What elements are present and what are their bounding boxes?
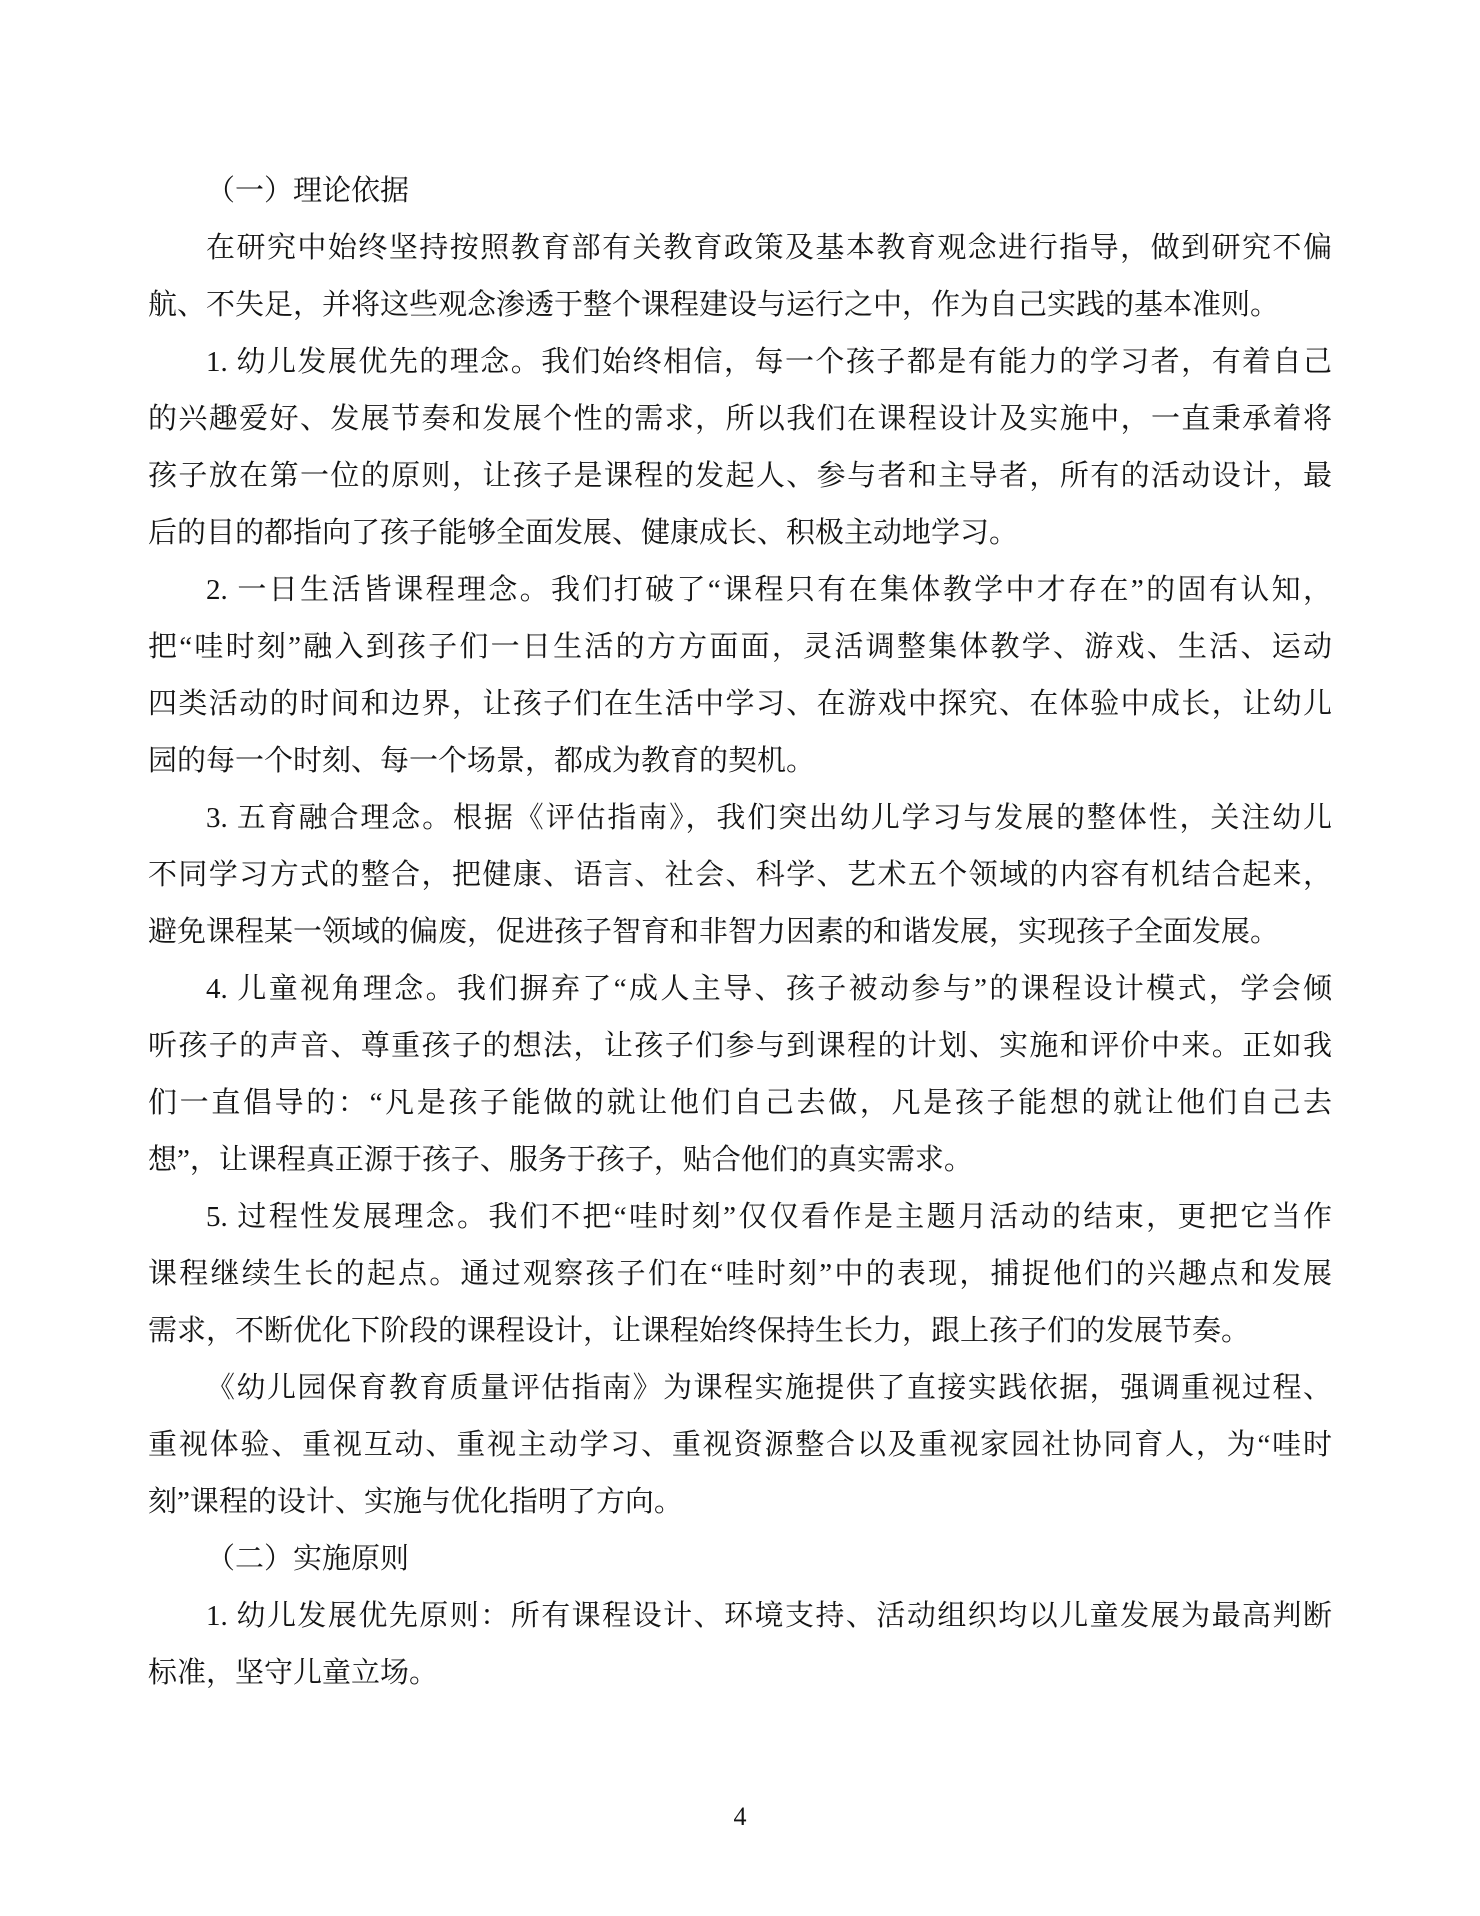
text-line: 不同学习方式的整合，把健康、语言、社会、科学、艺术五个领域的内容有机结合起来， bbox=[148, 859, 1332, 891]
text-line: 5. 过程性发展理念。我们不把“哇时刻”仅仅看作是主题月活动的结束，更把它当作 bbox=[206, 1201, 1332, 1233]
text-line: 3. 五育融合理念。根据《评估指南》，我们突出幼儿学习与发展的整体性，关注幼儿 bbox=[206, 802, 1332, 834]
paragraph bbox=[148, 562, 1332, 790]
text-line: 四类活动的时间和边界，让孩子们在生活中学习、在游戏中探究、在体验中成长，让幼儿 bbox=[148, 688, 1332, 720]
text-line: 重视体验、重视互动、重视主动学习、重视资源整合以及重视家园社协同育人，为“哇时 bbox=[148, 1429, 1332, 1461]
text-line: 航、不失足，并将这些观念渗透于整个课程建设与运行之中，作为自己实践的基本准则。 bbox=[148, 289, 1280, 321]
paragraph bbox=[148, 334, 1332, 562]
paragraph bbox=[148, 220, 1332, 334]
text-line: 标准，坚守儿童立场。 bbox=[148, 1657, 439, 1689]
text-line: 园的每一个时刻、每一个场景，都成为教育的契机。 bbox=[148, 745, 816, 777]
text-line: 1. 幼儿发展优先的理念。我们始终相信，每一个孩子都是有能力的学习者，有着自己 bbox=[206, 346, 1332, 378]
page-number: 4 bbox=[733, 1802, 747, 1831]
text-line: 刻”课程的设计、实施与优化指明了方向。 bbox=[148, 1486, 683, 1518]
text-line: 需求，不断优化下阶段的课程设计，让课程始终保持生长力，跟上孩子们的发展节奏。 bbox=[148, 1315, 1251, 1347]
text-line: （一）理论依据 bbox=[206, 175, 410, 207]
paragraph bbox=[148, 1588, 1332, 1702]
text-line: 2. 一日生活皆课程理念。我们打破了“课程只有在集体教学中才存在”的固有认知， bbox=[206, 574, 1332, 606]
section-heading bbox=[148, 1531, 1332, 1588]
text-line: 避免课程某一领域的偏废，促进孩子智育和非智力因素的和谐发展，实现孩子全面发展。 bbox=[148, 916, 1280, 948]
text-line: 听孩子的声音、尊重孩子的想法，让孩子们参与到课程的计划、实施和评价中来。正如我 bbox=[148, 1030, 1332, 1062]
text-line: （二）实施原则 bbox=[206, 1543, 410, 1575]
paragraph bbox=[148, 790, 1332, 961]
text-line: 想”，让课程真正源于孩子、服务于孩子，贴合他们的真实需求。 bbox=[148, 1144, 973, 1176]
text-line: 们一直倡导的：“凡是孩子能做的就让他们自己去做，凡是孩子能想的就让他们自己去 bbox=[148, 1087, 1332, 1119]
text-line: 孩子放在第一位的原则，让孩子是课程的发起人、参与者和主导者，所有的活动设计，最 bbox=[148, 460, 1332, 492]
text-line: 课程继续生长的起点。通过观察孩子们在“哇时刻”中的表现，捕捉他们的兴趣点和发展 bbox=[148, 1258, 1332, 1290]
text-line: 《幼儿园保育教育质量评估指南》为课程实施提供了直接实践依据，强调重视过程、 bbox=[206, 1372, 1332, 1404]
text-line: 在研究中始终坚持按照教育部有关教育政策及基本教育观念进行指导，做到研究不偏 bbox=[206, 232, 1332, 264]
paragraph bbox=[148, 961, 1332, 1189]
text-line: 4. 儿童视角理念。我们摒弃了“成人主导、孩子被动参与”的课程设计模式，学会倾 bbox=[206, 973, 1332, 1005]
paragraph bbox=[148, 1189, 1332, 1360]
text-line: 后的目的都指向了孩子能够全面发展、健康成长、积极主动地学习。 bbox=[148, 517, 1019, 549]
section-heading bbox=[148, 163, 1332, 220]
text-line: 把“哇时刻”融入到孩子们一日生活的方方面面，灵活调整集体教学、游戏、生活、运动 bbox=[148, 631, 1332, 663]
text-line: 1. 幼儿发展优先原则：所有课程设计、环境支持、活动组织均以儿童发展为最高判断 bbox=[206, 1600, 1332, 1632]
text-body bbox=[148, 163, 1332, 1702]
paragraph bbox=[148, 1360, 1332, 1531]
text-line: 的兴趣爱好、发展节奏和发展个性的需求，所以我们在课程设计及实施中，一直秉承着将 bbox=[148, 403, 1332, 435]
